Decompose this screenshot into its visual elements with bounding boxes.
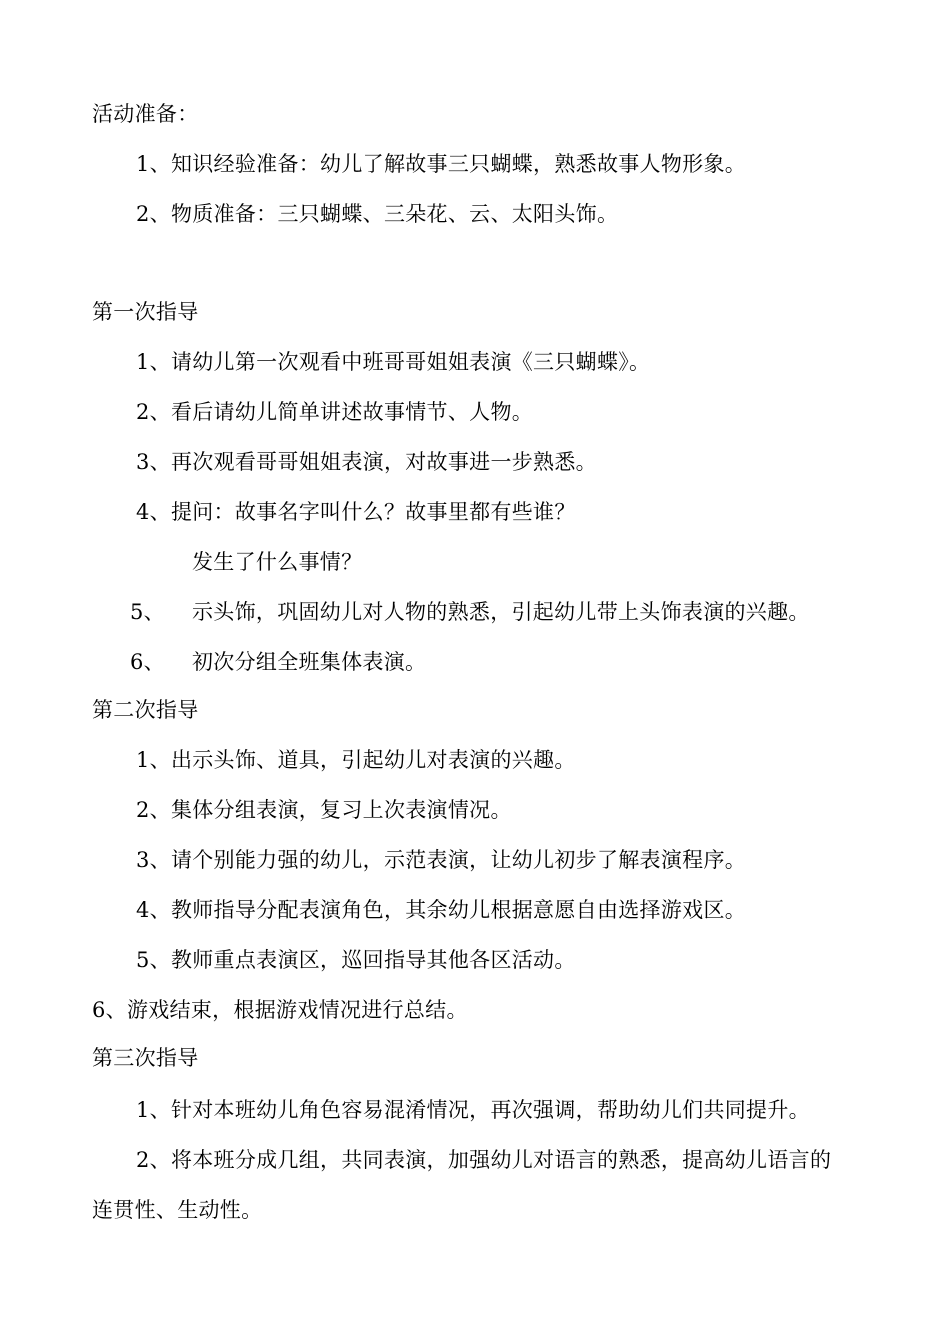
guide1-item-4: 4、提问：故事名字叫什么？故事里都有些谁？ xyxy=(136,500,576,524)
guide1-item-6-text: 初次分组全班集体表演。 xyxy=(192,650,427,674)
guide1-item-4-continued: 发生了什么事情？ xyxy=(192,550,363,574)
guide3-item-1: 1、针对本班幼儿角色容易混淆情况，再次强调，帮助幼儿们共同提升。 xyxy=(136,1098,810,1122)
guide3-item-2: 2、将本班分成几组，共同表演，加强幼儿对语言的熟悉，提高幼儿语言的 xyxy=(136,1148,832,1172)
guide2-item-6: 6、游戏结束，根据游戏情况进行总结。 xyxy=(92,998,468,1022)
guide1-heading: 第一次指导 xyxy=(92,300,199,324)
guide1-item-3: 3、再次观看哥哥姐姐表演，对故事进一步熟悉。 xyxy=(136,450,597,474)
guide1-item-2: 2、看后请幼儿简单讲述故事情节、人物。 xyxy=(136,400,534,424)
guide3-item-2-continued: 连贯性、生动性。 xyxy=(92,1198,263,1222)
guide1-item-5-text: 示头饰，巩固幼儿对人物的熟悉，引起幼儿带上头饰表演的兴趣。 xyxy=(192,600,810,624)
prep-item-2: 2、物质准备：三只蝴蝶、三朵花、云、太阳头饰。 xyxy=(136,202,619,226)
guide1-item-6-number: 6、 xyxy=(130,650,165,674)
guide1-item-1: 1、请幼儿第一次观看中班哥哥姐姐表演《三只蝴蝶》。 xyxy=(136,350,651,374)
guide2-item-2: 2、集体分组表演，复习上次表演情况。 xyxy=(136,798,512,822)
guide2-item-1: 1、出示头饰、道具，引起幼儿对表演的兴趣。 xyxy=(136,748,576,772)
guide2-item-4: 4、教师指导分配表演角色，其余幼儿根据意愿自由选择游戏区。 xyxy=(136,898,747,922)
guide2-item-3: 3、请个别能力强的幼儿，示范表演，让幼儿初步了解表演程序。 xyxy=(136,848,747,872)
guide2-item-5: 5、教师重点表演区，巡回指导其他各区活动。 xyxy=(136,948,576,972)
guide2-heading: 第二次指导 xyxy=(92,698,199,722)
prep-heading: 活动准备： xyxy=(92,102,199,126)
prep-item-1: 1、知识经验准备：幼儿了解故事三只蝴蝶，熟悉故事人物形象。 xyxy=(136,152,747,176)
guide1-item-5-number: 5、 xyxy=(130,600,165,624)
guide3-heading: 第三次指导 xyxy=(92,1046,199,1070)
